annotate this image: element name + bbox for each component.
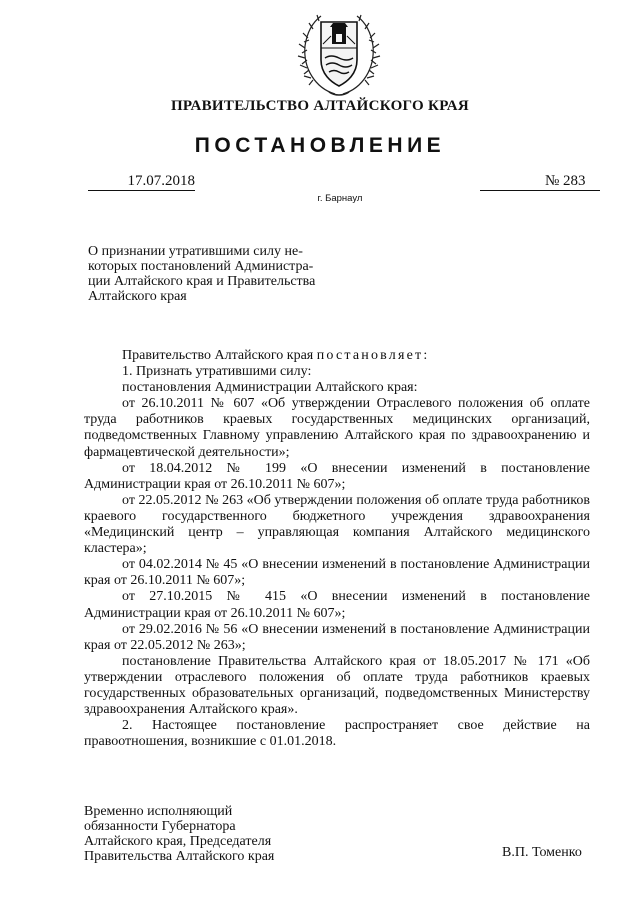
intro-prefix: Правительство Алтайского края (122, 348, 317, 363)
document-body (84, 348, 590, 750)
body-paragraph: постановления Администрации Алтайского края: (122, 380, 418, 396)
body-paragraph: 2. Настоящее постановление распространяет свое действие на правоотношения, возникшие с 01.01.2018. (84, 718, 590, 750)
document-subject (88, 244, 328, 304)
signature-position (84, 804, 384, 864)
body-paragraph: от 26.10.2011 № 607 «Об утверждении Отраслевого положения об оплате труда работников краевых государственных медицинских организаций, подведомственных Главному управлению Алтайского края по здравоохранению и фармацевтической деятельности»; (84, 396, 590, 460)
document-date: 17.07.2018 (88, 172, 195, 191)
subject-line: Алтайского края (88, 289, 187, 304)
body-paragraph: от 04.02.2014 № 45 «О внесении изменений в постановление Администрации края от 26.10.2011 № 607»; (84, 557, 590, 589)
subject-line: которых постановлений Администра- (88, 259, 314, 274)
body-paragraph: от 29.02.2016 № 56 «О внесении изменений в постановление Администрации края от 22.05.2012 № 263»; (84, 621, 590, 653)
document-number: № 283 (545, 173, 586, 189)
intro-verb: постановляет: (316, 348, 430, 363)
body-intro (84, 348, 590, 364)
body-paragraph: от 18.04.2012 № 199 «О внесении изменений в постановление Администрации края от 26.10.2011 № 607»; (84, 460, 590, 492)
body-paragraph: постановление Правительства Алтайского края от 18.05.2017 № 171 «Об утверждении отраслевого положения об оплате труда работников краевых государственных образовательных организаций, подведомственных Министерству здравоохранения Алтайского края». (84, 653, 590, 718)
subject-line: О признании утратившими силу не- (88, 244, 303, 259)
signature-position-line: Временно исполняющий (84, 804, 233, 819)
body-paragraph: от 22.05.2012 № 263 «Об утверждении положения об оплате труда работников краевого государственного бюджетного учреждения здравоохранения «Медицинский центр – управляющая компания Алтайского медицинского кластера»; (84, 492, 590, 557)
signature-position-line: обязанности Губернатора (84, 819, 236, 834)
government-name: ПРАВИТЕЛЬСТВО АЛТАЙСКОГО КРАЯ (170, 98, 470, 114)
coat-of-arms-emblem (295, 8, 383, 98)
signer-name: В.П. Томенко (502, 845, 582, 860)
subject-line: ции Алтайского края и Правительства (88, 274, 316, 289)
body-paragraph: от 27.10.2015 № 415 «О внесении изменений в постановление Администрации края от 26.10.2011 № 607»; (84, 589, 590, 621)
document-number-line (480, 172, 600, 191)
signature-position-line: Алтайского края, Председателя (84, 834, 272, 849)
document-type-title: ПОСТАНОВЛЕНИЕ (194, 134, 446, 157)
body-paragraph: 1. Признать утратившими силу: (122, 364, 312, 380)
city-name: г. Барнаул (317, 193, 363, 204)
signature-position-line: Правительства Алтайского края (84, 849, 275, 864)
